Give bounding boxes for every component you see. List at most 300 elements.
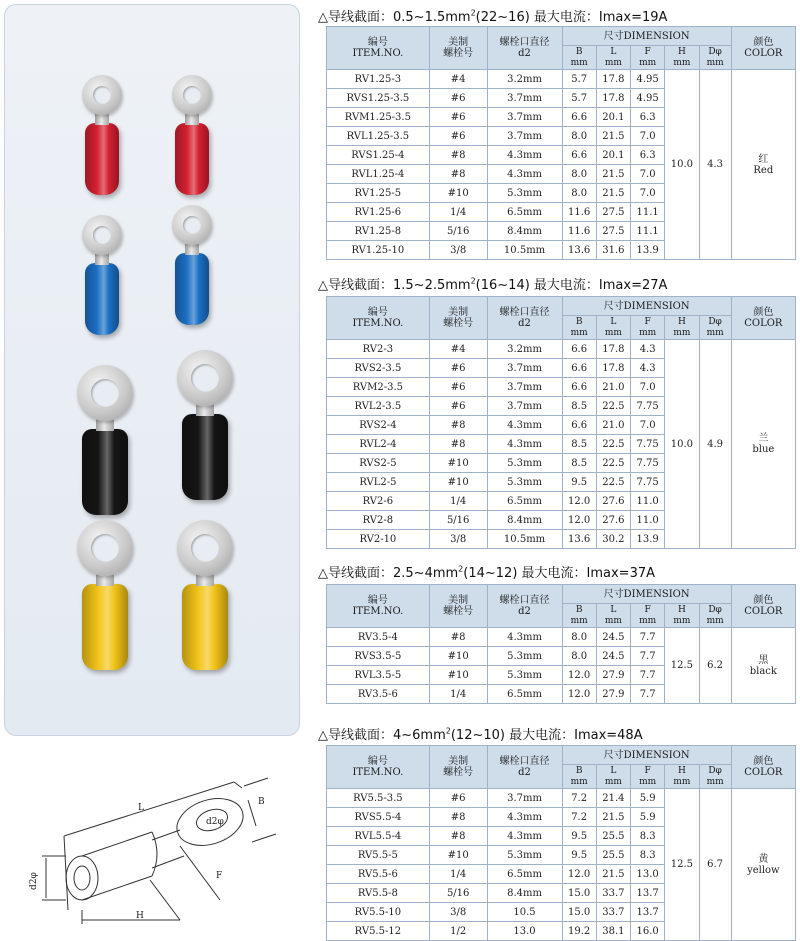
table-cell: 7.7	[631, 666, 665, 685]
table-cell: #10	[429, 846, 487, 865]
table-cell: 1/4	[429, 865, 487, 884]
header-text: Dφ	[708, 765, 722, 776]
table-cell: 7.75	[631, 435, 665, 454]
table-cell: 12.0	[562, 511, 596, 530]
dphi-value: 4.3	[699, 70, 731, 260]
header-text: mm	[706, 327, 724, 338]
dphi-value: 6.7	[699, 789, 731, 941]
header-h	[665, 604, 699, 628]
table-cell: 3.7mm	[487, 127, 562, 146]
table-cell: 5.3mm	[487, 647, 562, 666]
header-text: L	[610, 46, 617, 57]
table-cell: #6	[429, 789, 487, 808]
table-cell: 6.5mm	[487, 203, 562, 222]
table-cell: 5.7	[562, 70, 596, 89]
table-cell: 11.1	[631, 222, 665, 241]
header-dphi	[699, 46, 731, 70]
header-b	[562, 46, 596, 70]
table-cell: 5.3mm	[487, 473, 562, 492]
table-cell: #8	[429, 416, 487, 435]
table-cell: #10	[429, 454, 487, 473]
header-text: mm	[706, 776, 724, 787]
table-cell: RV2-3	[327, 340, 430, 359]
header-text: H	[677, 46, 686, 57]
h-value: 12.5	[665, 628, 699, 704]
table-cell: 5.3mm	[487, 666, 562, 685]
header-screw	[429, 746, 487, 789]
spec-table	[326, 26, 796, 260]
table-cell: RVS1.25-4	[327, 146, 430, 165]
header-text: 螺栓口直径	[499, 37, 550, 48]
section-title-suffix: (16~14) 最大电流：Imax=27A	[475, 278, 668, 293]
table-cell: 11.0	[631, 511, 665, 530]
table-cell: #6	[429, 108, 487, 127]
table-cell: 24.5	[596, 647, 630, 666]
section-title-prefix: △导线截面：4~6mm	[318, 728, 446, 743]
terminal-photo-black	[55, 365, 155, 535]
table-cell: 10.5mm	[487, 530, 562, 549]
header-text: 螺栓口直径	[499, 756, 550, 767]
color-en: Red	[753, 164, 774, 176]
table-cell: 7.7	[631, 628, 665, 647]
table-cell: 8.3	[631, 846, 665, 865]
table-cell: RV5.5-12	[327, 922, 430, 941]
table-cell: 6.3	[631, 146, 665, 165]
section-title-suffix: (22~16) 最大电流：Imax=19A	[475, 10, 668, 25]
table-cell: 13.7	[631, 884, 665, 903]
header-text: mm	[604, 776, 622, 787]
section-title	[318, 274, 667, 293]
table-cell: RV1.25-3	[327, 70, 430, 89]
table-cell: 15.0	[562, 884, 596, 903]
table-cell: 6.6	[562, 340, 596, 359]
table-cell: #8	[429, 628, 487, 647]
header-color	[731, 585, 795, 628]
table-cell: 4.95	[631, 70, 665, 89]
color-cn: 黄	[758, 853, 769, 865]
header-h	[665, 316, 699, 340]
section-title-sup: 2	[470, 8, 476, 18]
table-cell: RV1.25-5	[327, 184, 430, 203]
table-cell: #6	[429, 89, 487, 108]
header-dimension: 尺寸DIMENSION	[562, 27, 731, 46]
table-cell: RV2-10	[327, 530, 430, 549]
spec-table	[326, 296, 796, 549]
header-diameter	[487, 746, 562, 789]
table-cell: RVS5.5-4	[327, 808, 430, 827]
table-cell: 22.5	[596, 397, 630, 416]
table-cell: #6	[429, 378, 487, 397]
header-text: 编号	[367, 307, 388, 318]
terminal-ring	[77, 365, 133, 421]
table-cell: RVL2-3.5	[327, 397, 430, 416]
section-title-prefix: △导线截面：0.5~1.5mm	[318, 10, 471, 25]
table-cell: 22.5	[596, 473, 630, 492]
table-cell: 3/8	[429, 241, 487, 260]
table-cell: 6.6	[562, 108, 596, 127]
table-cell: 30.2	[596, 530, 630, 549]
table-cell: RVS3.5-5	[327, 647, 430, 666]
table-cell: RVL1.25-4	[327, 165, 430, 184]
table-cell: 25.5	[596, 846, 630, 865]
terminal-sleeve	[85, 263, 119, 335]
header-text: Dφ	[708, 46, 722, 57]
table-cell: 8.5	[562, 454, 596, 473]
table-cell: 24.5	[596, 628, 630, 647]
table-cell: 5.3mm	[487, 454, 562, 473]
color-cell	[731, 70, 795, 260]
table-cell: 8.0	[562, 165, 596, 184]
table-cell: RVM2-3.5	[327, 378, 430, 397]
header-color	[731, 746, 795, 789]
table-cell: 7.0	[631, 416, 665, 435]
table-cell: 4.3mm	[487, 146, 562, 165]
terminal-photo-red	[155, 75, 229, 225]
header-text: 螺栓口直径	[499, 307, 550, 318]
table-cell: 1/4	[429, 203, 487, 222]
table-cell: 7.2	[562, 789, 596, 808]
header-text: mm	[706, 57, 724, 68]
terminal-photo-red	[65, 75, 139, 225]
header-text: mm	[570, 776, 588, 787]
table-cell: 4.3	[631, 340, 665, 359]
terminal-ring	[177, 520, 233, 576]
header-text: mm	[673, 57, 691, 68]
section-title	[318, 724, 643, 743]
table-cell: 27.5	[596, 222, 630, 241]
header-text: 编号	[367, 37, 388, 48]
header-text: COLOR	[744, 606, 783, 617]
table-cell: 1/2	[429, 922, 487, 941]
header-text: 螺栓号	[443, 767, 474, 778]
diagram-label-h: H	[136, 911, 144, 921]
table-cell: 7.0	[631, 127, 665, 146]
table-cell: 3/8	[429, 903, 487, 922]
table-cell: 33.7	[596, 903, 630, 922]
color-en: blue	[752, 444, 775, 455]
table-cell: 3.7mm	[487, 108, 562, 127]
table-cell: 3.7mm	[487, 789, 562, 808]
table-cell: 1/4	[429, 685, 487, 704]
diagram-label-b: B	[258, 797, 265, 807]
section-title-suffix: (12~10) 最大电流：Imax=48A	[450, 728, 643, 743]
table-cell: RVL2-5	[327, 473, 430, 492]
table-cell: 22.5	[596, 435, 630, 454]
table-cell: RV1.25-8	[327, 222, 430, 241]
header-text: mm	[604, 615, 622, 626]
header-text: d2	[518, 606, 531, 617]
header-text: mm	[570, 57, 588, 68]
table-cell: 16.0	[631, 922, 665, 941]
table-cell: 9.5	[562, 473, 596, 492]
section-title-sup: 2	[445, 726, 451, 736]
header-text: mm	[673, 776, 691, 787]
color-cn: 兰	[758, 433, 769, 444]
table-cell: 6.3	[631, 108, 665, 127]
table-cell: 10.5mm	[487, 241, 562, 260]
table-cell: 6.5mm	[487, 685, 562, 704]
table-cell: RV3.5-6	[327, 685, 430, 704]
table-cell: 22.5	[596, 454, 630, 473]
table-cell: RVL5.5-4	[327, 827, 430, 846]
table-cell: 21.5	[596, 808, 630, 827]
table-cell: #8	[429, 146, 487, 165]
table-cell: 13.9	[631, 241, 665, 260]
header-text: 颜色	[753, 37, 774, 48]
header-text: d2	[518, 767, 531, 778]
header-h	[665, 46, 699, 70]
table-cell: 4.3mm	[487, 808, 562, 827]
table-cell: #10	[429, 473, 487, 492]
terminal-photo-black	[155, 350, 255, 520]
table-cell: 5.3mm	[487, 184, 562, 203]
dphi-value: 4.9	[699, 340, 731, 549]
diagram-label-l: L	[138, 803, 144, 813]
header-screw	[429, 27, 487, 70]
table-cell: 7.2	[562, 808, 596, 827]
diagram-label-f: F	[216, 871, 223, 881]
header-text: B	[575, 765, 583, 776]
table-cell: 6.6	[562, 146, 596, 165]
table-cell: 11.0	[631, 492, 665, 511]
header-diameter	[487, 585, 562, 628]
table-cell: 3.7mm	[487, 89, 562, 108]
table-cell: 7.0	[631, 165, 665, 184]
spec-table	[326, 584, 796, 704]
table-cell: 8.0	[562, 127, 596, 146]
table-cell: 17.8	[596, 340, 630, 359]
header-screw	[429, 585, 487, 628]
table-cell: 27.6	[596, 492, 630, 511]
header-item-no	[327, 297, 430, 340]
color-cn: 红	[758, 153, 769, 165]
header-text: 螺栓号	[443, 48, 474, 59]
header-text: d2	[518, 48, 531, 59]
table-cell: 21.5	[596, 165, 630, 184]
table-cell: 5/16	[429, 884, 487, 903]
header-dphi	[699, 604, 731, 628]
terminal-ring	[77, 520, 133, 576]
header-dphi	[699, 316, 731, 340]
header-item-no	[327, 27, 430, 70]
color-en: black	[749, 665, 777, 677]
header-text: 螺栓号	[443, 606, 474, 617]
terminal-photo-blue	[155, 205, 229, 355]
table-cell: 21.5	[596, 127, 630, 146]
table-cell: #8	[429, 165, 487, 184]
diagram-label-d2: d2φ	[206, 817, 224, 827]
table-cell: 8.5	[562, 397, 596, 416]
table-cell: 3.2mm	[487, 340, 562, 359]
table-row	[327, 340, 796, 359]
h-value: 10.0	[665, 340, 699, 549]
table-cell: 8.0	[562, 184, 596, 203]
table-cell: 11.6	[562, 222, 596, 241]
table-cell: 1/4	[429, 492, 487, 511]
table-cell: RVS2-5	[327, 454, 430, 473]
color-cn: 黑	[758, 654, 769, 666]
table-cell: 27.9	[596, 666, 630, 685]
header-text: mm	[639, 57, 657, 68]
header-text: Dφ	[708, 604, 722, 615]
table-cell: 20.1	[596, 146, 630, 165]
header-text: mm	[639, 327, 657, 338]
header-f	[631, 46, 665, 70]
table-cell: RVL2-4	[327, 435, 430, 454]
section-title	[318, 6, 667, 25]
header-text: L	[610, 765, 617, 776]
header-text: COLOR	[744, 767, 783, 778]
terminal-ring	[177, 350, 233, 406]
table-cell: #6	[429, 127, 487, 146]
header-text: mm	[639, 615, 657, 626]
h-value: 10.0	[665, 70, 699, 260]
terminal-photo-blue	[65, 215, 139, 365]
table-cell: 5/16	[429, 222, 487, 241]
table-cell: 5.7	[562, 89, 596, 108]
table-cell: 7.75	[631, 454, 665, 473]
terminal-ring	[172, 205, 212, 245]
spec-table	[326, 745, 796, 941]
header-diameter	[487, 297, 562, 340]
table-cell: 12.0	[562, 666, 596, 685]
table-cell: 6.6	[562, 359, 596, 378]
table-cell: #10	[429, 666, 487, 685]
header-text: COLOR	[744, 48, 783, 59]
table-cell: 8.4mm	[487, 511, 562, 530]
header-text: B	[575, 46, 583, 57]
header-f	[631, 316, 665, 340]
table-cell: 9.5	[562, 846, 596, 865]
table-cell: RVS2-3.5	[327, 359, 430, 378]
table-cell: #8	[429, 827, 487, 846]
terminal-ring	[82, 75, 122, 115]
table-cell: 4.3mm	[487, 165, 562, 184]
section-title-prefix: △导线截面：2.5~4mm	[318, 566, 459, 581]
header-text: 编号	[367, 756, 388, 767]
header-item-no	[327, 746, 430, 789]
header-text: mm	[673, 327, 691, 338]
header-text: L	[610, 604, 617, 615]
diagram-sleeve-end	[66, 856, 98, 900]
header-text: ITEM.NO.	[352, 318, 404, 329]
table-cell: 3.2mm	[487, 70, 562, 89]
table-cell: 13.9	[631, 530, 665, 549]
terminal-photo-yellow	[55, 520, 155, 690]
header-dimension: 尺寸DIMENSION	[562, 297, 731, 316]
color-cell	[731, 340, 795, 549]
table-cell: 5/16	[429, 511, 487, 530]
table-cell: 21.5	[596, 184, 630, 203]
dimension-diagram	[20, 760, 290, 930]
terminal-sleeve	[85, 123, 119, 195]
header-text: 螺栓口直径	[499, 595, 550, 606]
table-cell: 7.7	[631, 685, 665, 704]
header-text: H	[677, 765, 686, 776]
header-text: 美制	[448, 37, 469, 48]
table-cell: RV5.5-3.5	[327, 789, 430, 808]
header-text: ITEM.NO.	[352, 606, 404, 617]
product-photo-panel	[4, 4, 300, 736]
table-cell: 7.7	[631, 647, 665, 666]
table-cell: RV3.5-4	[327, 628, 430, 647]
table-cell: 8.4mm	[487, 222, 562, 241]
table-cell: 7.0	[631, 184, 665, 203]
header-text: F	[644, 46, 651, 57]
header-text: B	[575, 604, 583, 615]
header-text: 螺栓号	[443, 318, 474, 329]
header-b	[562, 765, 596, 789]
terminal-sleeve	[182, 414, 228, 500]
table-cell: #10	[429, 184, 487, 203]
color-en: yellow	[747, 864, 780, 876]
table-cell: 13.0	[631, 865, 665, 884]
terminal-sleeve	[182, 584, 228, 670]
section-title-sup: 2	[458, 564, 464, 574]
header-b	[562, 316, 596, 340]
table-cell: 27.6	[596, 511, 630, 530]
terminal-sleeve	[175, 123, 209, 195]
section-title-prefix: △导线截面：1.5~2.5mm	[318, 278, 471, 293]
table-cell: 4.3mm	[487, 435, 562, 454]
table-cell: 13.7	[631, 903, 665, 922]
header-text: H	[677, 604, 686, 615]
table-cell: 4.3	[631, 359, 665, 378]
table-cell: 17.8	[596, 70, 630, 89]
table-cell: 5.9	[631, 789, 665, 808]
table-cell: 3.7mm	[487, 378, 562, 397]
header-text: mm	[570, 327, 588, 338]
terminal-sleeve	[175, 253, 209, 325]
table-cell: 4.3mm	[487, 416, 562, 435]
table-cell: 21.0	[596, 378, 630, 397]
table-cell: 4.3mm	[487, 827, 562, 846]
table-cell: 31.6	[596, 241, 630, 260]
section-title	[318, 562, 655, 581]
color-cell	[731, 789, 795, 941]
terminal-sleeve	[82, 429, 128, 515]
table-cell: #10	[429, 647, 487, 666]
header-l	[596, 316, 630, 340]
header-text: COLOR	[744, 318, 783, 329]
table-cell: 8.0	[562, 647, 596, 666]
diagram-label-d1: d2φ	[29, 872, 39, 890]
header-dimension: 尺寸DIMENSION	[562, 746, 731, 765]
table-cell: #6	[429, 397, 487, 416]
header-text: F	[644, 316, 651, 327]
header-text: L	[610, 316, 617, 327]
table-cell: RV2-8	[327, 511, 430, 530]
header-text: B	[575, 316, 583, 327]
header-text: ITEM.NO.	[352, 48, 404, 59]
table-cell: RVS2-4	[327, 416, 430, 435]
table-cell: 7.75	[631, 473, 665, 492]
table-cell: 8.0	[562, 628, 596, 647]
table-cell: 21.5	[596, 865, 630, 884]
table-cell: 13.6	[562, 241, 596, 260]
table-cell: 9.5	[562, 827, 596, 846]
header-diameter	[487, 27, 562, 70]
terminal-photo-yellow	[155, 520, 255, 690]
terminal-ring	[172, 75, 212, 115]
header-dphi	[699, 765, 731, 789]
header-text: mm	[604, 327, 622, 338]
table-cell: 5.3mm	[487, 846, 562, 865]
table-cell: 4.95	[631, 89, 665, 108]
table-cell: 8.3	[631, 827, 665, 846]
header-text: 美制	[448, 756, 469, 767]
header-color	[731, 27, 795, 70]
